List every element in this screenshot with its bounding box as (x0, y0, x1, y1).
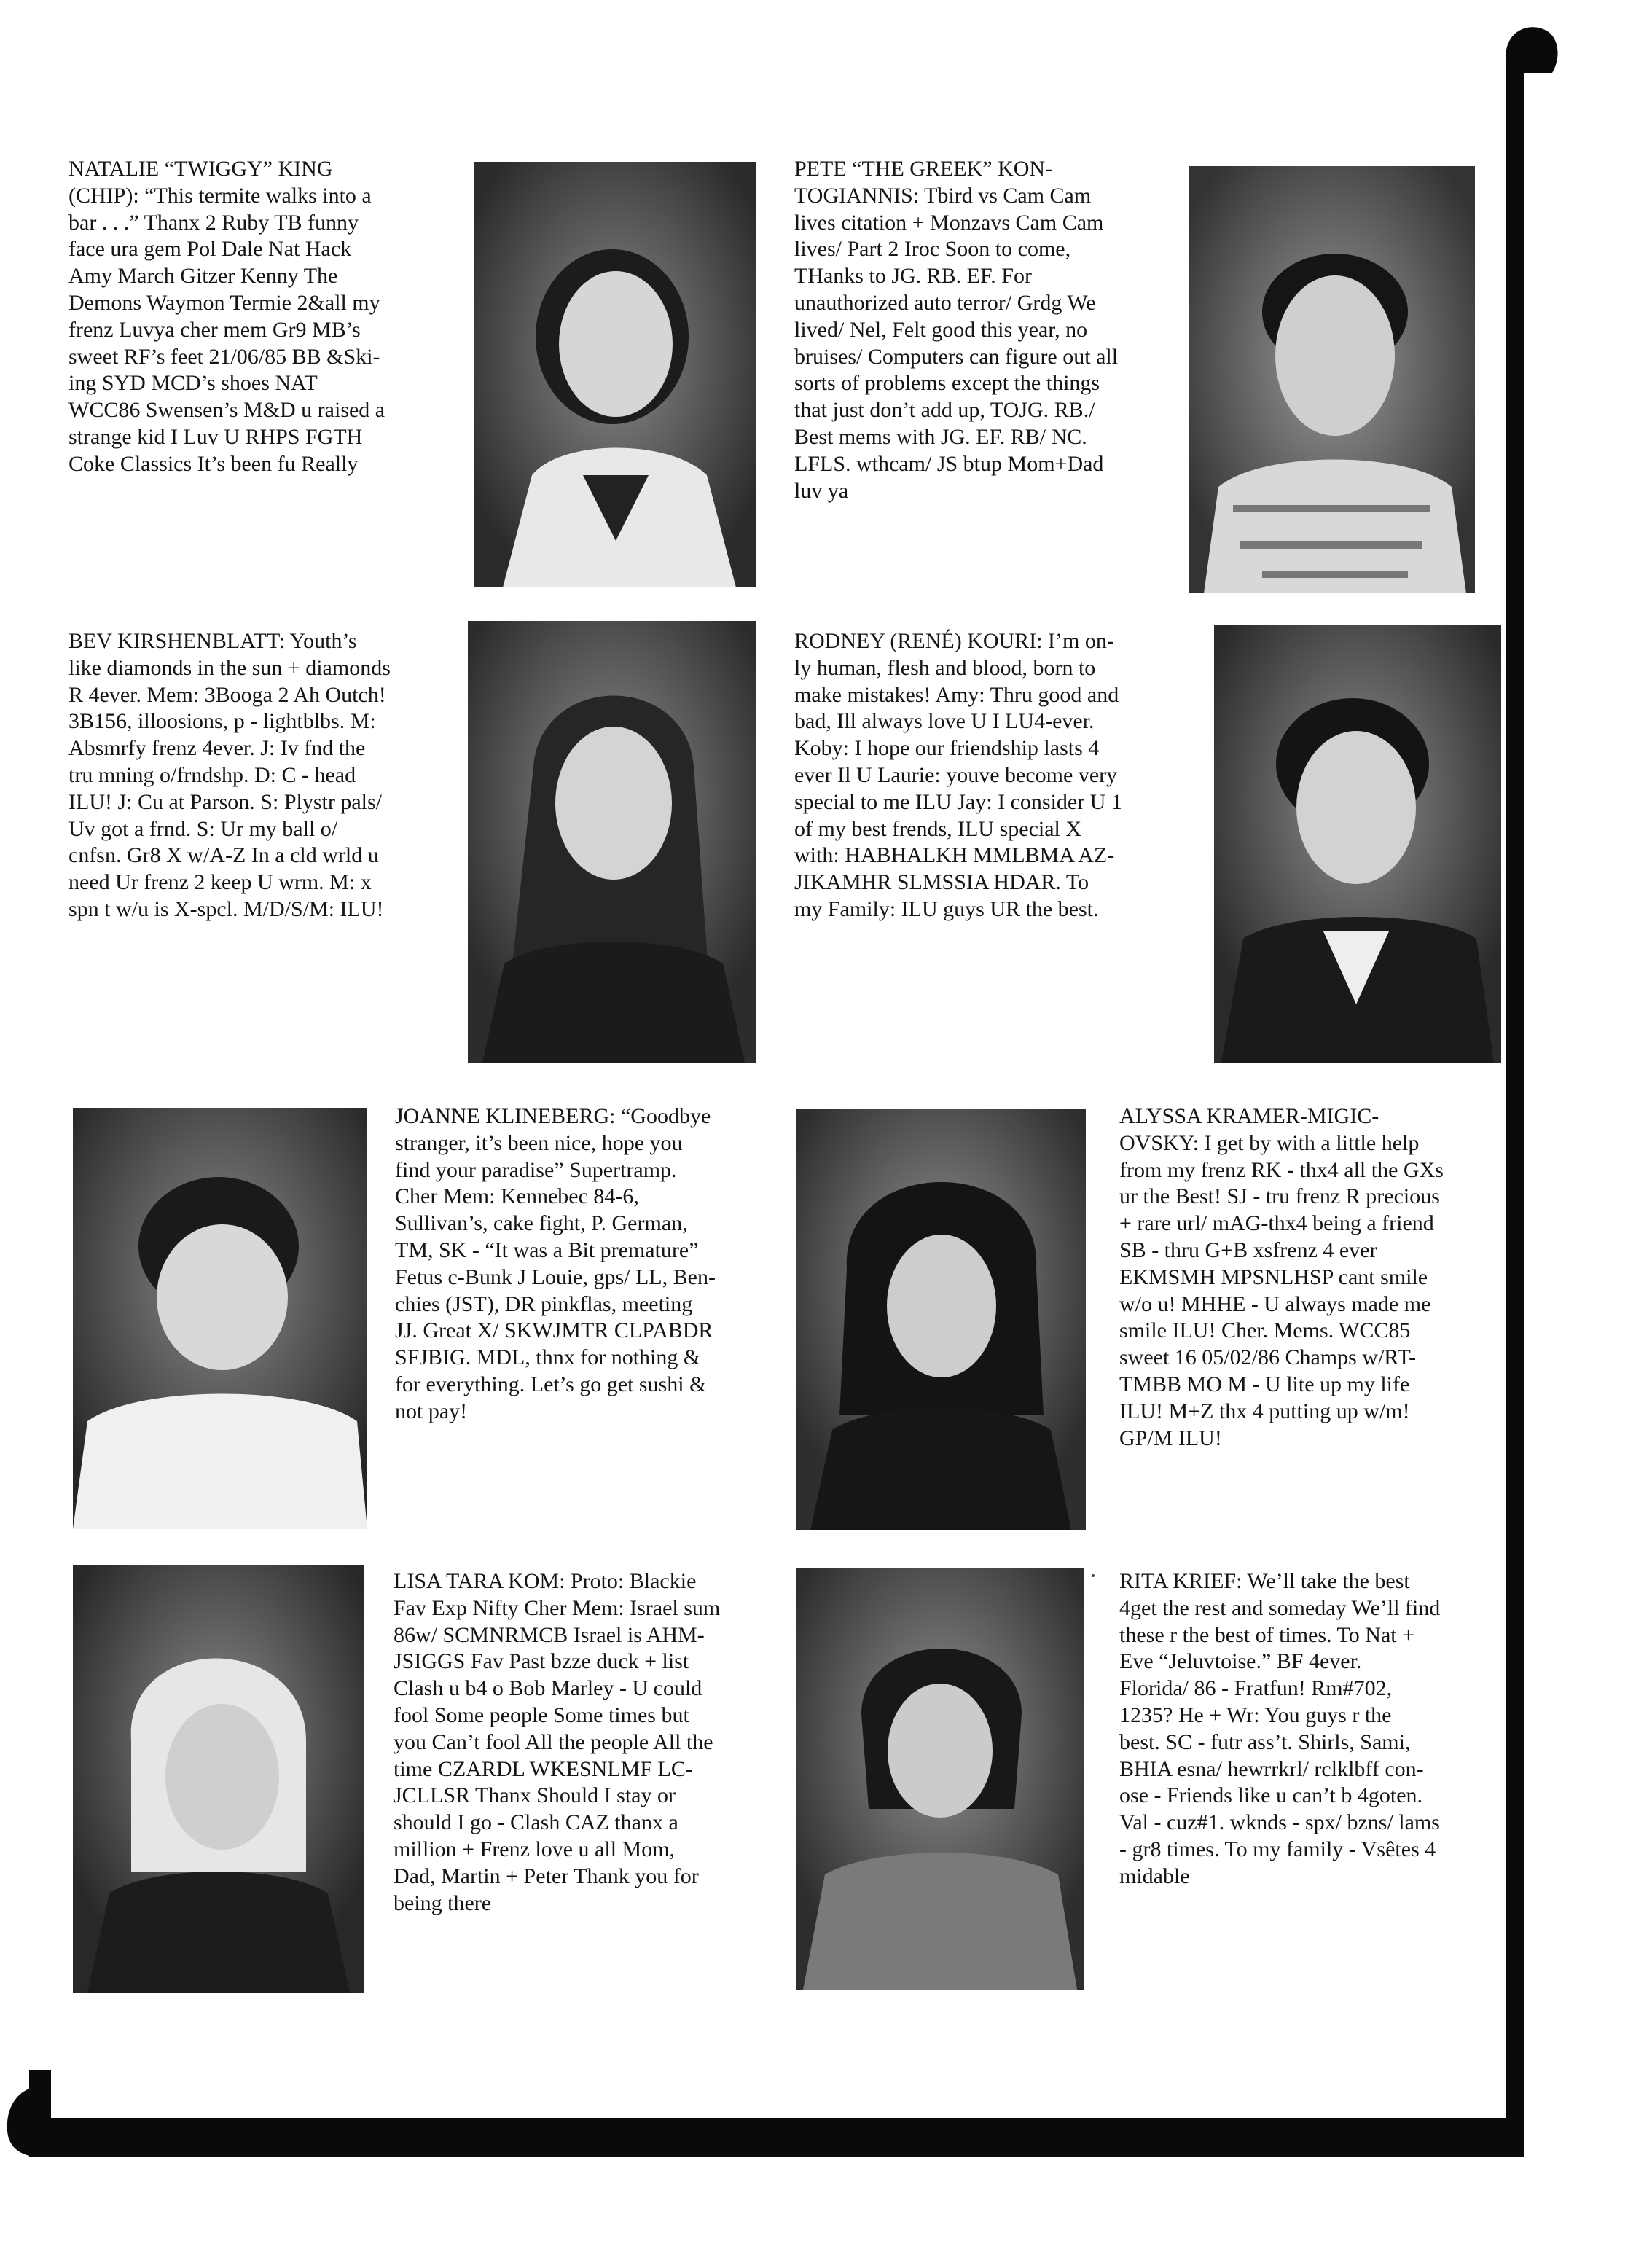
entry-text-lisa-tara-kom: LISA TARA KOM: Proto: Blackie Fav Exp Nifty Cher Mem: Israel sum 86w/ SCMNRMCB Israel is AHM- JSIGGS Fav Past bzze duck + list Clash u b4 o Bob Marley - U could fool Some people Some times but you Can’t fool All the people All the time CZARDL WKESNLMF LC- JCLLSR Thanx Should I stay or should I go - Clash CAZ thanx a million + Frenz love u all Mom, Dad, Martin + Peter Thank you for being there (394, 1569, 721, 1915)
entry-text-natalie-king: NATALIE “TWIGGY” KING (CHIP): “This termite walks into a bar . . .” Thanx 2 Ruby TB funny face ura gem Pol Dale Nat Hack Amy March Gitzer Kenny The Demons Waymon Termie 2&all my frenz Luvya cher mem Gr9 MB’s sweet RF’s feet 21/06/85 BB &Ski- ing SYD MCD’s shoes NAT WCC86 Swensen’s M&D u raised a strange kid I Luv U RHPS FGTH Coke Classics It’s been fu Really (68, 157, 385, 476)
separator-dot (1092, 1574, 1095, 1577)
photo-joanne-klineberg (73, 1108, 367, 1529)
entry-text-alyssa-kramer-migicovsky: ALYSSA KRAMER-MIGIC- OVSKY: I get by with a little help from my frenz RK - thx4 all the GXs ur the Best! SJ - tru frenz R precious + rare url/ mAG-thx4 being a friend SB - thru G+B xsfrenz 4 ever EKMSMH MPSNLHSP cant smile w/o u! MHHE - U always made me smile ILU! Cher. Mems. WCC85 sweet 16 05/02/86 Champs w/RT- TMBB MO M - U lite up my life ILU! M+Z thx 4 putting up w/m! GP/M ILU! (1119, 1104, 1444, 1450)
entry-text-rodney-kouri: RODNEY (RENÉ) KOURI: I’m on- ly human, flesh and blood, born to make mistakes! Amy: Thru good and bad, Ill always love U I LU4-ever. Koby: I hope our friendship lasts 4 ever Il U Laurie: youve become very special to me ILU Jay: I consider U 1 of my best frends, ILU special X with: HABHALKH MMLBMA AZ- JIKAMHR SLMSSIA HDAR. To my Family: ILU guys UR the best. (794, 629, 1122, 921)
photo-bev-kirshenblatt (468, 621, 756, 1063)
photo-alyssa-kramer-migicovsky (796, 1109, 1086, 1530)
entry-text-bev-kirshenblatt: BEV KIRSHENBLATT: Youth’s like diamonds in the sun + diamonds R 4ever. Mem: 3Booga 2 Ah Outch! 3B156, illoosions, p - lightblbs. M: Absmrfy frenz 4ever. J: Iv fnd the tru mning o/frndshp. D: C - head ILU! J: Cu at Parson. S: Plystr pals/ Uv got a frnd. S: Ur my ball o/ cnfsn. Gr8 X w/A-Z In a cld wrld u need Ur frenz 2 keep U wrm. M: x spn t w/u is X-spcl. M/D/S/M: ILU! (68, 629, 391, 921)
entry-text-pete-kontogiannis: PETE “THE GREEK” KON- TOGIANNIS: Tbird vs Cam Cam lives citation + Monzavs Cam Cam lives/ Part 2 Iroc Soon to come, THanks to JG. RB. EF. For unauthorized auto terror/ Grdg We lived/ Nel, Felt good this year, no bruises/ Computers can figure out all sorts of problems except the things that just don’t add up, TOJG. RB./ Best mems with JG. EF. RB/ NC. LFLS. wthcam/ JS btup Mom+Dad luv ya (794, 157, 1119, 503)
frame-bar-right (1506, 71, 1524, 2157)
frame-curl-bottom (0, 2070, 66, 2179)
photo-rodney-kouri (1214, 625, 1501, 1063)
photo-natalie-king (474, 162, 756, 587)
entry-text-joanne-klineberg: JOANNE KLINEBERG: “Goodbye stranger, it’s been nice, hope you find your paradise” Supertramp. Cher Mem: Kennebec 84-6, Sullivan’s, cake fight, P. German, TM, SK - “It was a Bit premature” Fetus c-Bunk J Louie, gps/ LL, Ben- chies (JST), DR pinkflas, meeting JJ. Great X/ SKWJMTR CLPABDR SFJBIG. MDL, thnx for nothing & for everything. Let’s go get sushi & not pay! (395, 1104, 716, 1423)
entry-text-rita-krief: RITA KRIEF: We’ll take the best 4get the rest and someday We’ll find these r the best of times. To Nat + Eve “Jeluvtoise.” BF 4ever. Florida/ 86 - Fratfun! Rm#702, 1235? He + Wr: You guys r the best. SC - futr ass’t. Shirls, Sami, BHIA esna/ hewrrkrl/ rclklbff con- ose - Friends like u can’t b 4goten. Val - cuz#1. wknds - spx/ bzns/ lams - gr8 times. To my family - Vsêtes 4 midable (1119, 1569, 1441, 1888)
photo-lisa-tara-kom (73, 1565, 364, 1993)
frame-curl-top (1479, 15, 1567, 102)
photo-pete-kontogiannis (1189, 166, 1475, 593)
photo-rita-krief (796, 1568, 1084, 1990)
frame-bar-bottom (29, 2118, 1524, 2157)
